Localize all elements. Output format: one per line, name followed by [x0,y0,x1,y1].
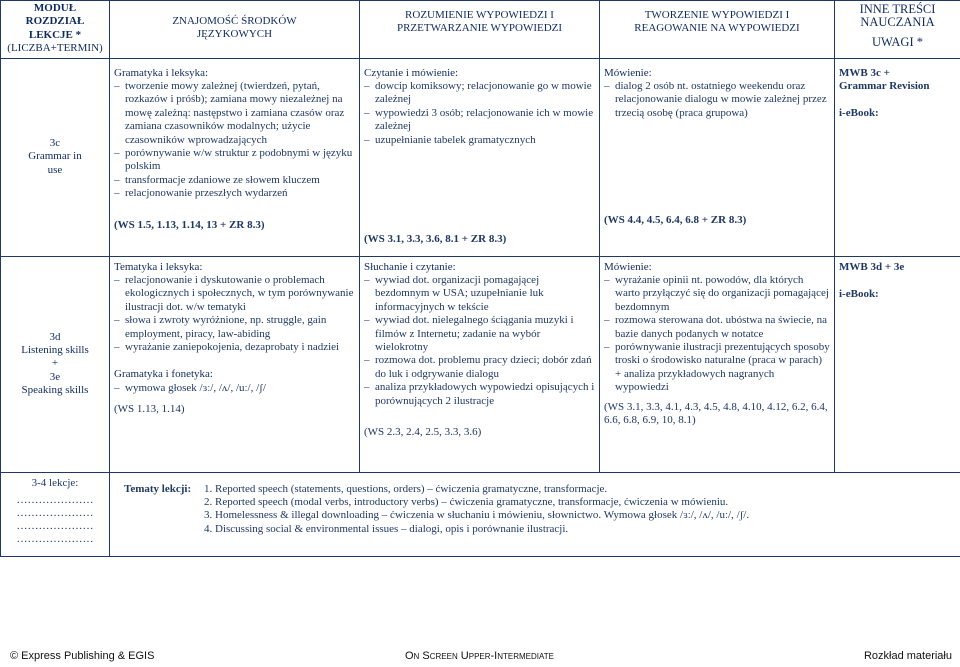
comprehension-list [364,80,595,147]
curriculum-ref: (WS 3.1, 3.3, 4.1, 4.3, 4.5, 4.8, 4.10, 4.12, 6.2, 6.4, 6.6, 6.8, 6.9, 10, 8.1) [604,400,828,427]
list-item: – transformacje zdaniowe ze słowem kluczem [114,174,355,187]
lesson-topic: 2. Reported speech (modal verbs, introductory verbs) – ćwiczenia gramatyczne, transformacje, ćwiczenia w mówieniu. [204,496,729,509]
list-item: – wywiad dot. nielegalnego ściągania muzyki i filmów z Internetu; zadanie na wybór wielokrotny [364,314,595,354]
list-item: – analiza przykładowych wypowiedzi opisujących i porównujących 2 ilustracje [364,381,595,408]
section-title: Mówienie: [604,260,652,273]
header-production [600,1,835,59]
module-code: 3c [49,137,61,150]
section-title: Mówienie: [604,66,652,79]
list-item: – tworzenie mowy zależnej (twierdzeń, pytań, rozkazów i próśb); zamiana mowy niezależnej na mowę zależną: następstwo i zamiana czasów oraz zamiana czasowników modalnych; użycie czasowników wprowadzających [114,80,355,147]
list-item: – wyrażanie opinii nt. powodów, dla których warto przyłączyć się do organizacji pomagającej bezdomnym [604,274,830,314]
header-module-line: LEKCJE * [28,28,82,41]
date-blank: ………………… [16,507,94,520]
section-title: Tematyka i leksyka: [114,260,203,273]
curriculum-ref: (WS 1.13, 1.14) [114,403,185,416]
list-item: – rozmowa sterowana dot. ubóstwa na świecie, na bazie danych podanych w notatce [604,314,830,341]
language-list [114,80,355,201]
header-other-text: INNE TREŚCI NAUCZANIA [859,2,936,30]
module-code: 3d [49,330,61,343]
row-lessons [1,472,960,556]
row-3c [1,58,960,256]
header-language-text: ZNAJOMOŚĆ ŚRODKÓW JĘZYKOWYCH [172,15,297,41]
page-footer [0,647,960,667]
other-3c [835,58,960,256]
production-3c [600,58,835,256]
header-module-line: MODUŁ [33,2,77,14]
list-item: – relacjonowanie przeszłych wydarzeń [114,187,355,200]
list-item: – słowa i zwroty wyróżnione, np. struggle, gain employment, piracy, law-abiding [114,314,355,341]
header-other [835,1,960,59]
curriculum-ref: (WS 3.1, 3.3, 3.6, 8.1 + ZR 8.3) [364,233,507,246]
comprehension-3d-3e [360,256,600,472]
module-code: 3e [49,370,61,383]
phonetics-list [114,382,355,395]
date-blank: ………………… [16,533,94,546]
ebook-label: i-eBook: [839,107,879,120]
date-blank: ………………… [16,520,94,533]
curriculum-ref: (WS 4.4, 4.5, 6.4, 6.8 + ZR 8.3) [604,214,747,227]
lesson-count [1,472,110,556]
header-language [110,1,360,59]
curriculum-ref: (WS 2.3, 2.4, 2.5, 3.3, 3.6) [364,426,482,439]
lesson-topics-title: Tematy lekcji: [124,482,192,495]
header-module-line: (LICZBA+TERMIN) [7,42,103,55]
section-title: Czytanie i mówienie: [364,66,459,79]
list-item: – porównywanie w/w struktur z podobnymi w języku polskim [114,147,355,174]
lesson-topics [110,472,960,556]
language-3d-3e [110,256,360,472]
list-item: – wywiad dot. organizacji pomagającej bezdomnym w USA; uzupełnianie luk informacyjnych w tekście [364,274,595,314]
module-3c [1,58,110,256]
production-list [604,274,830,395]
module-title-line: use [47,163,63,176]
module-title-line: Grammar in [28,150,82,163]
language-list [114,274,355,354]
header-notes-text: UWAGI * [871,34,924,49]
ebook-label: i-eBook: [839,288,879,301]
module-3d-3e [1,256,110,472]
comprehension-3c [360,58,600,256]
list-item: – porównywanie ilustracji prezentujących sposoby troski o środowisko naturalne (praca w parach) + analiza przykładowych nagranych wypowiedzi [604,341,830,395]
footer-publisher: © Express Publishing & EGIS [10,650,155,662]
lesson-topic: 1. Reported speech (statements, questions, orders) – ćwiczenia gramatyczne, transformacje. [204,482,608,495]
header-production-text: TWORZENIE WYPOWIEDZI I REAGOWANIE NA WYPOWIEDZI [634,9,800,35]
list-item: – rozmowa dot. problemu pracy dzieci; dobór zdań do luk i odgrywanie dialogu [364,354,595,381]
list-item: – dowcip komiksowy; relacjonowanie go w mowie zależnej [364,80,595,107]
module-title-line: Listening skills [21,344,89,357]
production-list [604,80,830,120]
module-title-line: + [51,357,59,370]
header-comprehension-text: ROZUMIENIE WYPOWIEDZI I PRZETWARZANIE WYPOWIEDZI [396,9,563,35]
list-item: – wypowiedzi 3 osób; relacjonowanie ich w mowie zależnej [364,107,595,134]
lesson-topic: 4. Discussing social & environmental issues – dialogi, opis i porównanie ilustracji. [204,522,569,535]
header-module-line: ROZDZIAŁ [25,15,85,28]
curriculum-ref: (WS 1.5, 1.13, 1.14, 13 + ZR 8.3) [114,218,265,231]
other-3d-3e [835,256,960,472]
footer-course-title: On Screen Upper-Intermediate [405,650,554,662]
list-item: – uzupełnianie tabelek gramatycznych [364,134,595,147]
date-blank: ………………… [16,494,94,507]
list-item: – wymowa głosek /ɜː/, /ʌ/, /uː/, /ʃ/ [114,382,355,395]
section-title: Słuchanie i czytanie: [364,260,456,273]
header-module [1,1,110,59]
list-item: – wyrażanie zaniepokojenia, dezaprobaty i nadziei [114,341,355,354]
workbook-ref: Grammar Revision [839,80,930,93]
list-item: – dialog 2 osób nt. ostatniego weekendu oraz relacjonowanie dialogu w mowie zależnej przez trzecią osobę (praca grupowa) [604,80,830,120]
footer-doc-title: Rozkład materiału [863,650,952,662]
lesson-topic: 3. Homelessness & illegal downloading – ćwiczenia w słuchaniu i mówieniu, słownictwo. Wymowa głosek /ɜː/, /ʌ/, /uː/, /ʃ/. [204,509,750,522]
header-row [1,1,960,59]
row-3d-3e [1,256,960,472]
section-title: Gramatyka i fonetyka: [114,368,213,381]
module-title-line: Speaking skills [21,384,89,397]
lesson-topics-block [124,483,956,537]
lesson-count-label: 3-4 lekcje: [31,476,79,489]
workbook-ref: MWB 3d + 3e [839,260,905,273]
comprehension-list [364,274,595,408]
workbook-ref: MWB 3c + [839,66,890,79]
header-comprehension [360,1,600,59]
list-item: – relacjonowanie i dyskutowanie o problemach ekologicznych i społecznych, w tym porównywanie ilustracji dot. w/w tematyki [114,274,355,314]
section-title: Gramatyka i leksyka: [114,66,209,79]
language-3c [110,58,360,256]
production-3d-3e [600,256,835,472]
